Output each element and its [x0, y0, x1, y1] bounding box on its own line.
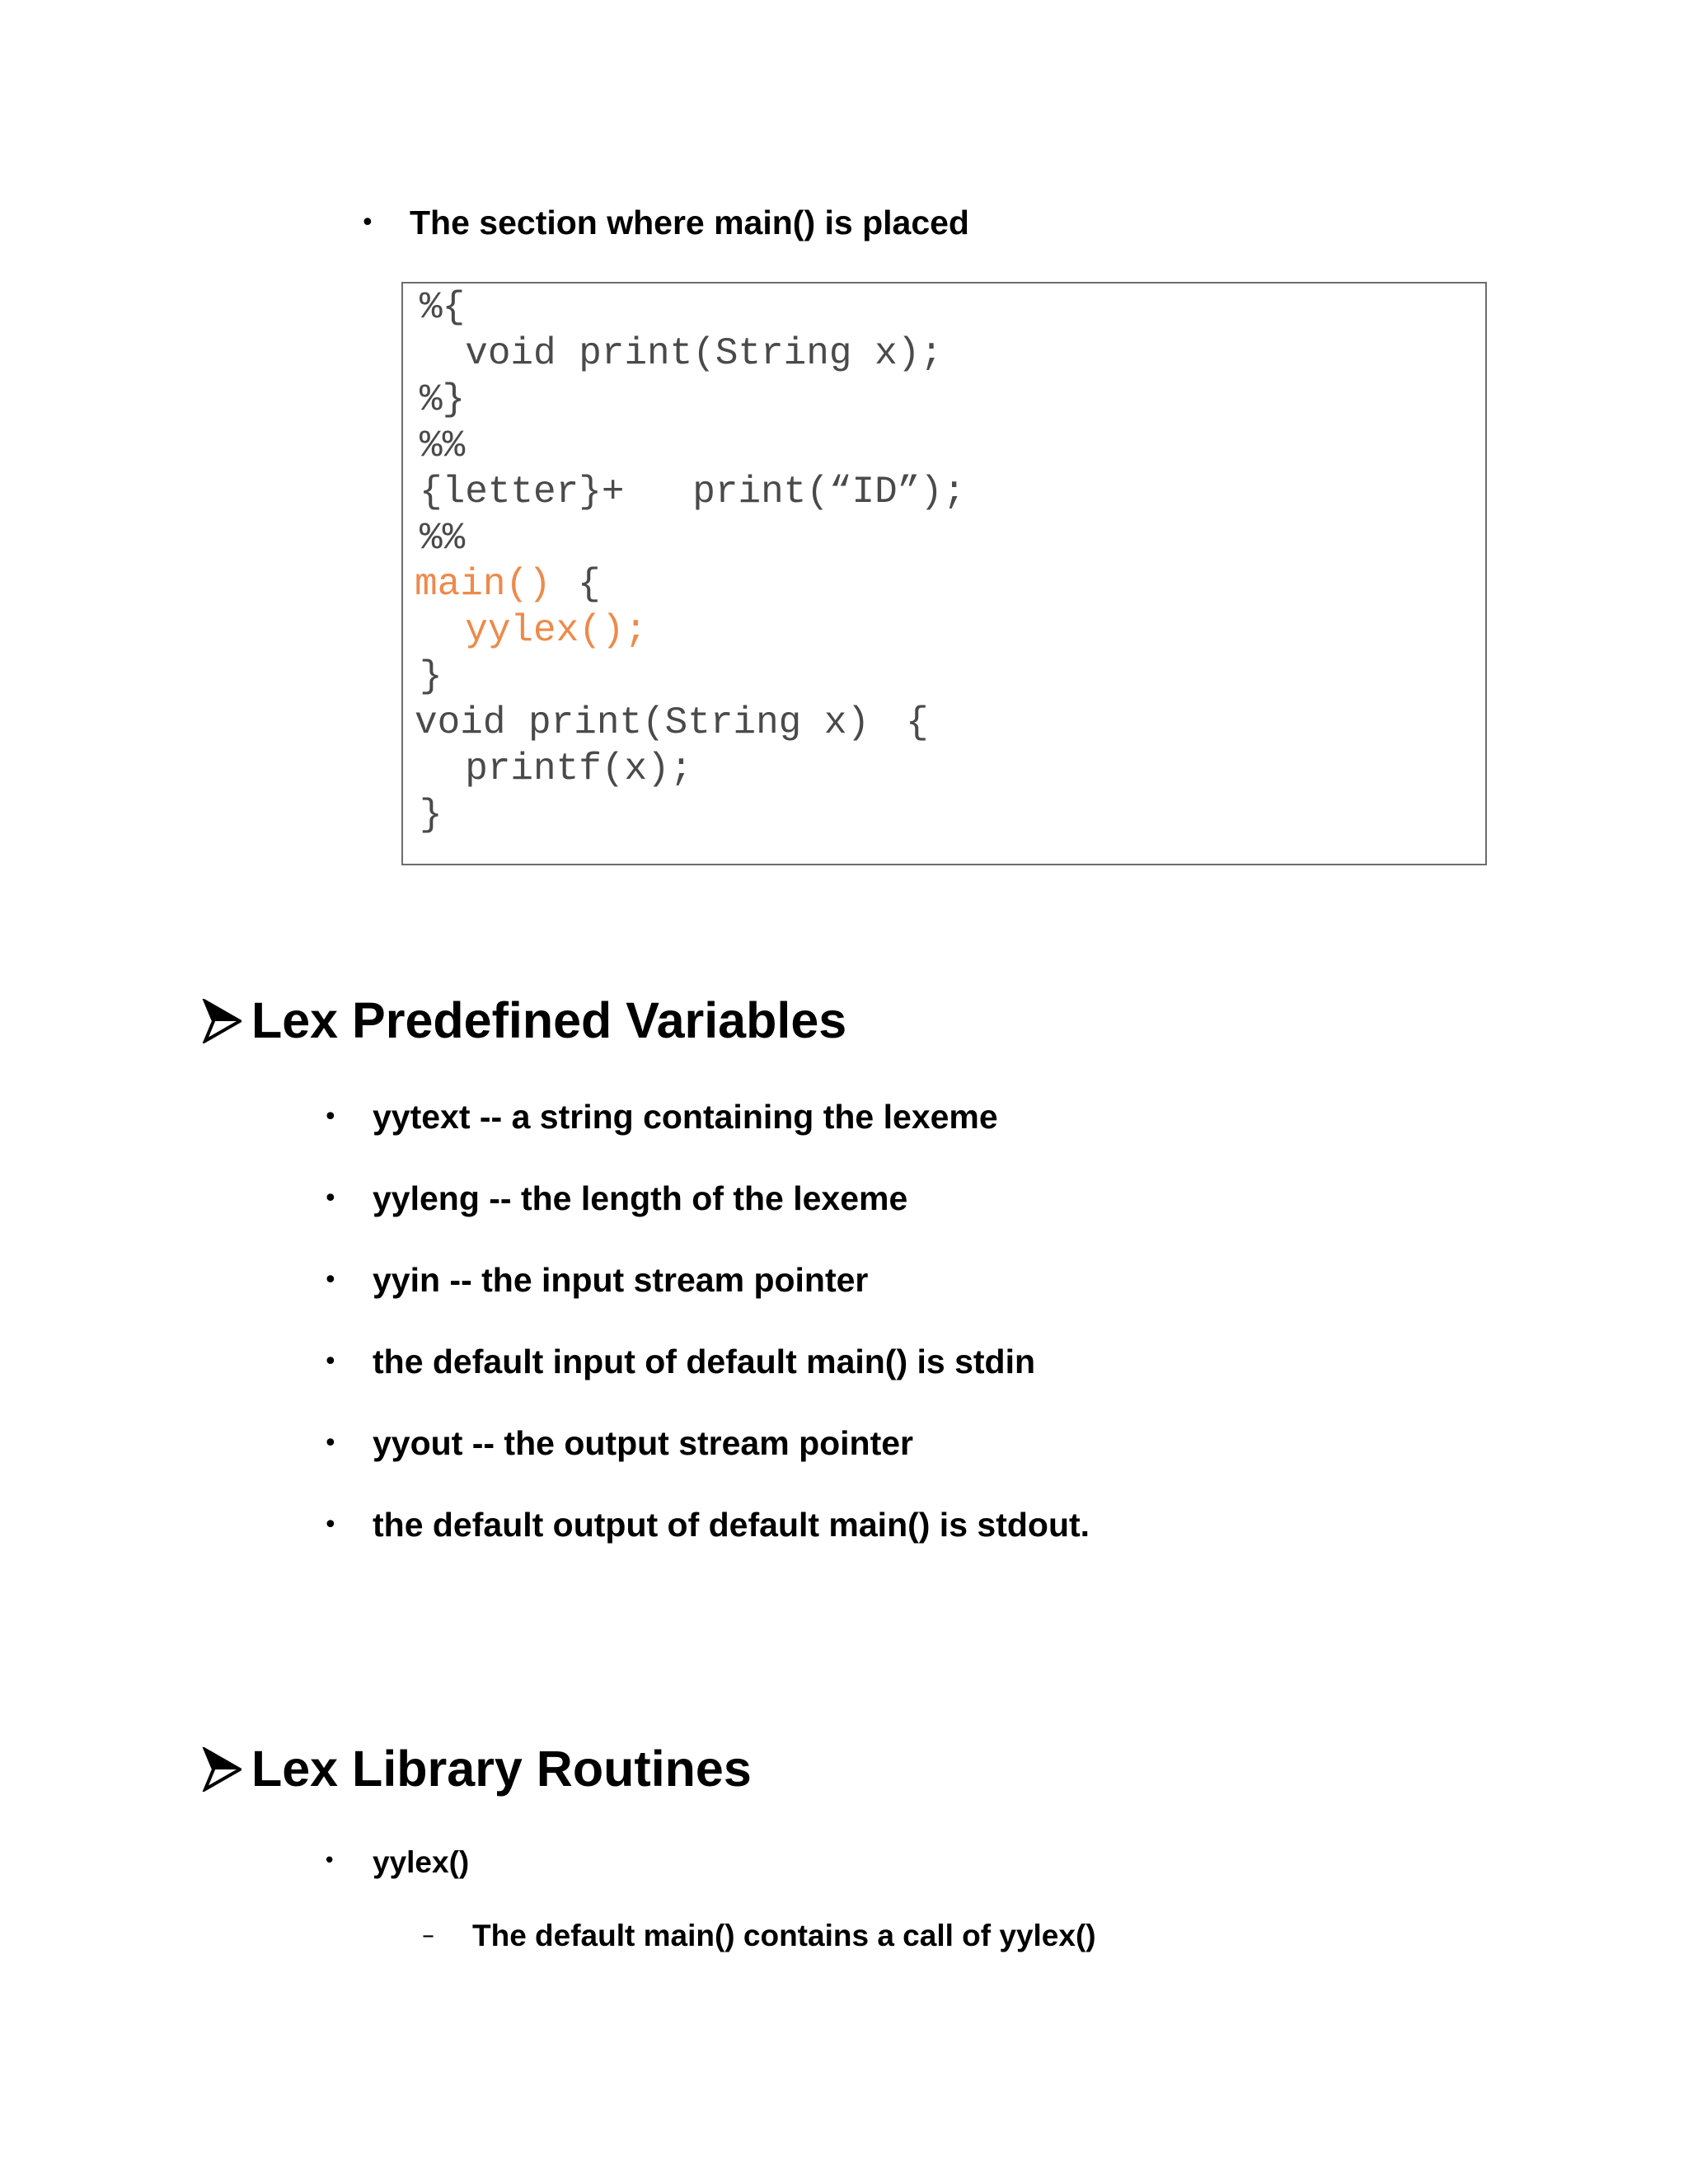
bullet-marker: • — [323, 1849, 336, 1873]
list-item: the default output of default main() is stdout. — [373, 1506, 1090, 1544]
list-item: the default input of default main() is stdin — [373, 1343, 1036, 1380]
code-line-main: main() — [415, 563, 551, 606]
sub-list-item: The default main() contains a call of yylex() — [472, 1919, 1096, 1952]
arrow-bullet-icon — [202, 999, 241, 1043]
code-line: %{ — [420, 286, 466, 329]
list-item: yytext -- a string containing the lexeme — [373, 1098, 998, 1136]
dash-marker: – — [422, 1921, 434, 1950]
code-line: %} — [420, 378, 466, 421]
heading-text: Lex Predefined Variables — [251, 992, 847, 1048]
code-section-caption: The section where main() is placed — [410, 204, 969, 241]
list-item: yyin -- the input stream pointer — [373, 1261, 869, 1299]
arrow-bullet-icon — [202, 1747, 241, 1792]
bullet-marker: • — [323, 1511, 338, 1540]
bullet-marker: • — [360, 209, 375, 237]
code-line: void print(String x) — [415, 701, 870, 744]
code-line-brace: { — [906, 701, 929, 744]
code-line: } — [420, 794, 443, 837]
list-item: yylex() — [373, 1845, 470, 1879]
code-line-yylex: yylex(); — [420, 609, 648, 652]
heading-text: Lex Library Routines — [251, 1741, 752, 1797]
code-line: } — [420, 655, 443, 698]
code-line: void print(String x); — [420, 332, 943, 375]
bullet-marker: • — [323, 1184, 338, 1213]
bullet-marker: • — [323, 1429, 338, 1458]
bullet-marker: • — [323, 1266, 338, 1295]
heading-library-routines — [202, 1741, 752, 1797]
code-line: %% — [420, 424, 466, 467]
code-line-brace: { — [578, 563, 601, 606]
list-item: yyout -- the output stream pointer — [373, 1424, 913, 1462]
list-item: yyleng -- the length of the lexeme — [373, 1179, 908, 1217]
code-block — [401, 282, 1487, 865]
code-line: printf(x); — [420, 748, 693, 790]
bullet-marker: • — [323, 1347, 338, 1376]
heading-predefined-variables — [202, 992, 847, 1048]
bullet-marker: • — [323, 1103, 338, 1132]
code-line: {letter}+ print(“ID”); — [420, 471, 966, 513]
code-line: %% — [420, 517, 466, 560]
